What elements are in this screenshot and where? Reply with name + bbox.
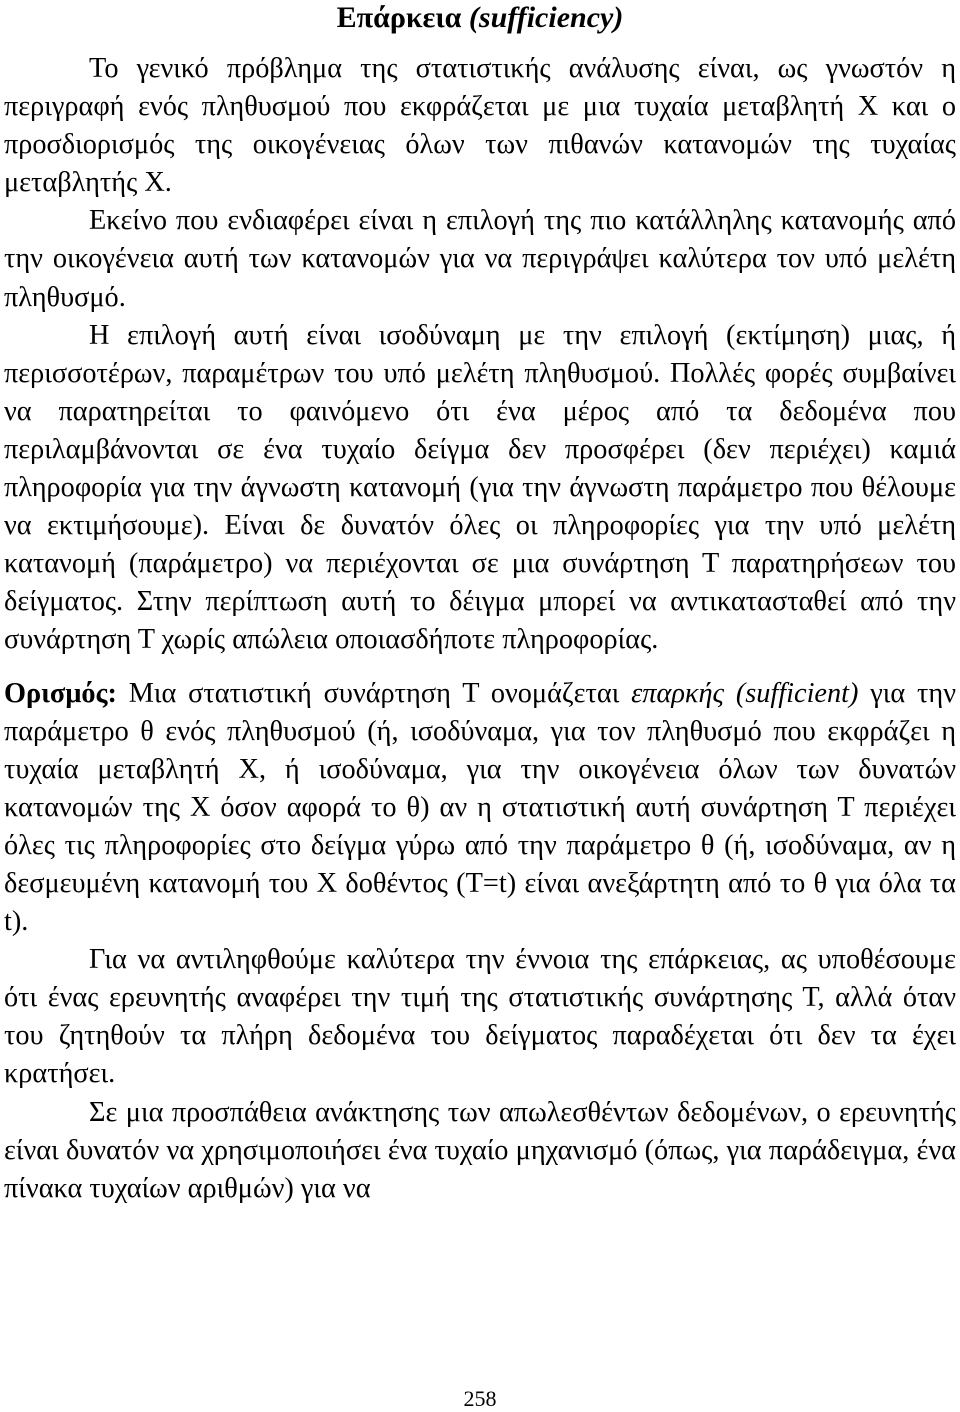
definition-label: Ορισμός: xyxy=(4,677,117,709)
section-title xyxy=(4,0,956,36)
document-page xyxy=(4,0,956,1208)
section-title-english: (sufficiency) xyxy=(468,1,624,34)
paragraph-recovery: Σε μια προσπάθεια ανάκτησης των απωλεσθέντων δεδομένων, ο ερευνητής είναι δυνατόν να χρησιμοποιήσει ένα τυχαίο μηχανισμό (όπως, για παράδειγμα, ένα πίνακα τυχαίων αριθμών) για να xyxy=(4,1096,956,1204)
definition-text-start: Μια στατιστική συνάρτηση Τ ονομάζεται xyxy=(116,677,632,709)
section-title-greek: Επάρκεια xyxy=(336,1,462,34)
paragraph-intro: Το γενικό πρόβλημα της στατιστικής ανάλυσης είναι, ως γνωστόν η περιγραφή ενός πληθυσμού που εκφράζεται με μια τυχαία μεταβλητή Χ και ο προσδιορισμός της οικογένειας όλων των πιθανών κατανομών της τυχαίας μεταβλητής Χ. xyxy=(4,53,956,199)
definition-term-english: (sufficient) xyxy=(735,677,859,709)
body-text xyxy=(4,36,956,1208)
definition-term-greek: επαρκής xyxy=(631,677,725,709)
paragraph-definition xyxy=(4,675,956,942)
page-number: 258 xyxy=(463,1386,497,1411)
paragraph-example: Για να αντιληφθούμε καλύτερα την έννοια της επάρκειας, ας υποθέσουμε ότι ένας ερευνητής αναφέρει την τιμή της στατιστικής συνάρτησης Τ, αλλά όταν του ζητηθούν τα πλήρη δεδομένα του δείγματος παραδέχεται ότι δεν τα έχει κρατήσει. xyxy=(4,944,956,1090)
paragraph-equivalence: Η επιλογή αυτή είναι ισοδύναμη με την επιλογή (εκτίμηση) μιας, ή περισσοτέρων, παραμέτρων του υπό μελέτη πληθυσμού. Πολλές φορές συμβαίνει να παρατηρείται το φαινόμενο ότι ένα μέρος από τα δεδομένα που περιλαμβάνονται σε ένα τυχαίο δείγμα δεν προσφέρει (δεν περιέχει) καμιά πληροφορία για την άγνωστη κατανομή (για την άγνωστη παράμετρο που θέλουμε να εκτιμήσουμε). Είναι δε δυνατόν όλες οι πληροφορίες για την υπό μελέτη κατανομή (παράμετρο) να περιέχονται σε μια συνάρτηση Τ παρατηρήσεων του δείγματος. Στην περίπτωση αυτή το δέιγμα μπορεί να αντικατασταθεί από την συνάρτηση Τ χωρίς απώλεια οποιασδήποτε πληροφορίας. xyxy=(4,319,956,656)
paragraph-choice: Εκείνο που ενδιαφέρει είναι η επιλογή της πιο κατάλληλης κατανομής από την οικογένεια αυτή των κατανομών για να περιγράψει καλύτερα τον υπό μελέτη πληθυσμό. xyxy=(4,205,956,313)
definition-text-end: για την παράμετρο θ ενός πληθυσμού (ή, ισοδύναμα, για τον πληθυσμό που εκφράζει η τυχαία μεταβλητή Χ, ή ισοδύναμα, για την οικογένεια όλων των δυνατών κατανομών της Χ όσον αφορά το θ) αν η στατιστική αυτή συνάρτηση Τ περιέχει όλες τις πληροφορίες στο δείγμα γύρω από την παράμετρο θ (ή, ισοδύναμα, αν η δεσμευμένη κατανομή του Χ δοθέντος (Τ=t) είναι ανεξάρτητη από το θ για όλα τα t). xyxy=(4,677,956,938)
